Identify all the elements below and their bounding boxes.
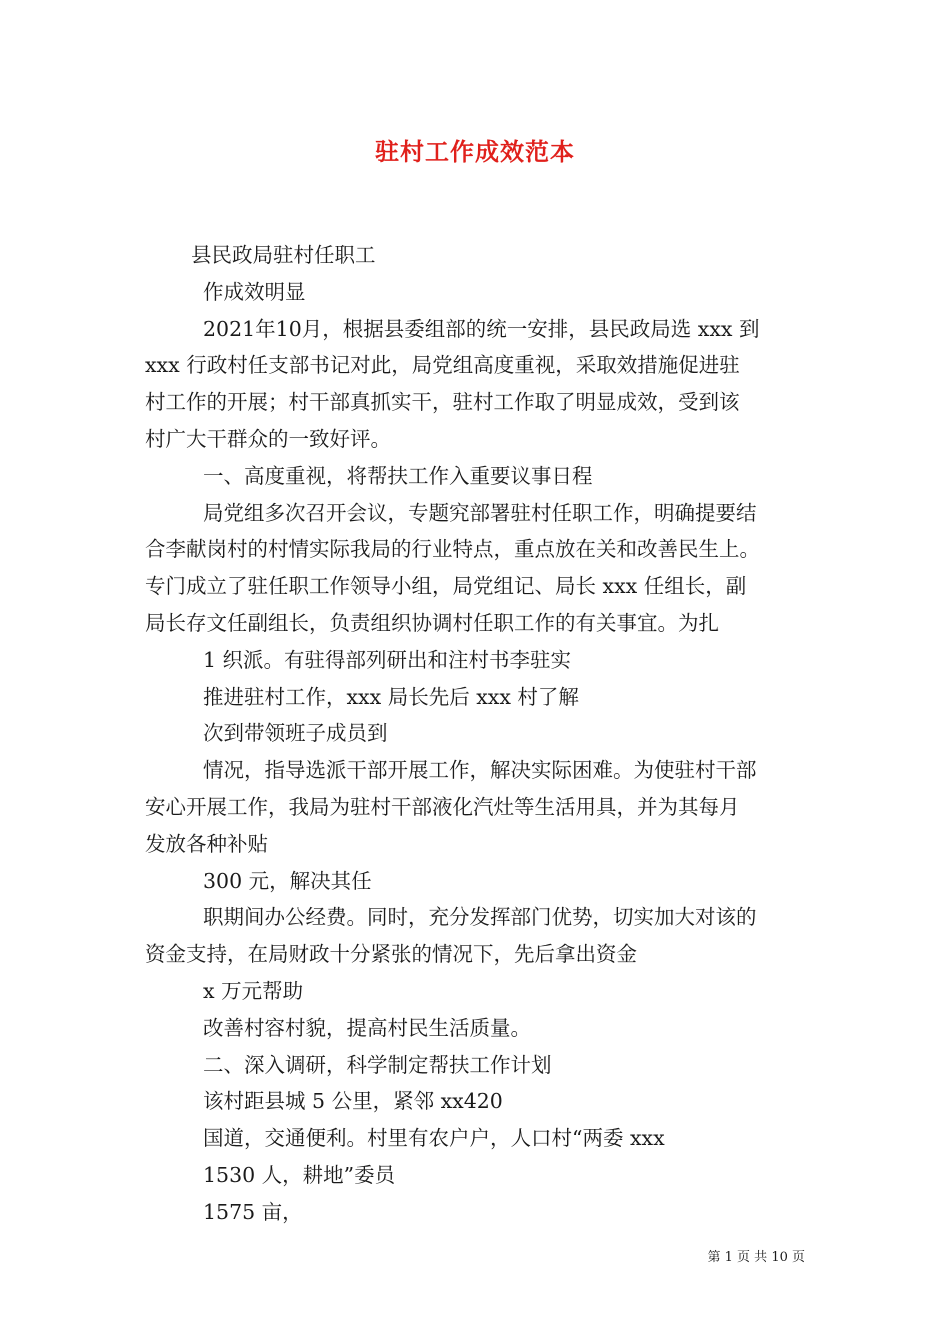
body-line: 作成效明显 bbox=[203, 279, 306, 304]
body-line: 2021年10月，根据县委组部的统一安排，县民政局选 xxx 到 bbox=[203, 316, 760, 341]
body-line: 村广大干群众的一致好评。 bbox=[145, 426, 391, 451]
body-line: 职期间办公经费。同时，充分发挥部门优势，切实加大对该的 bbox=[203, 905, 757, 930]
body-line: 资金支持，在局财政十分紧张的情况下，先后拿出资金 bbox=[145, 942, 637, 967]
body-line: 局党组多次召开会议，专题究部署驻村任职工作，明确提要结 bbox=[203, 500, 757, 525]
body-line: 安心开展工作，我局为驻村干部液化汽灶等生活用具，并为其每月 bbox=[145, 794, 740, 819]
body-line: 县民政局驻村任职工 bbox=[191, 243, 376, 267]
body-line: 次到带领班子成员到 bbox=[203, 721, 388, 746]
body-line: 该村距县城 5 公里，紧邻 xx420 bbox=[203, 1089, 503, 1114]
body-line: 1 织派。有驻得部列研出和注村书李驻实 bbox=[203, 647, 572, 672]
document-body bbox=[145, 237, 810, 1231]
body-line: 局长存文任副组长，负责组织协调村任职工作的有关事宜。为扎 bbox=[145, 610, 719, 635]
body-line: 情况，指导选派干部开展工作，解决实际困难。为使驻村干部 bbox=[203, 758, 757, 783]
body-line: 合李献岗村的村情实际我局的行业特点，重点放在关和改善民生上。 bbox=[145, 537, 760, 562]
body-line: 300 元，解决其任 bbox=[203, 868, 372, 893]
body-line: xxx 行政村任支部书记对此，局党组高度重视，采取效措施促进驻 bbox=[145, 353, 740, 378]
body-line: 村工作的开展；村干部真抓实干，驻村工作取了明显成效，受到该 bbox=[145, 390, 740, 415]
body-line: 1575 亩， bbox=[203, 1199, 303, 1224]
body-line: 国道，交通便利。村里有农户户，人口村“两委 xxx bbox=[203, 1126, 665, 1151]
body-line: 1530 人，耕地”委员 bbox=[203, 1162, 396, 1187]
body-line: 二、深入调研，科学制定帮扶工作计划 bbox=[203, 1052, 552, 1077]
body-line: 专门成立了驻任职工作领导小组，局党组记、局长 xxx 任组长，副 bbox=[145, 574, 747, 599]
body-line: x 万元帮助 bbox=[203, 978, 304, 1003]
body-line: 发放各种补贴 bbox=[145, 831, 268, 856]
page-number: 第 1 页 共 10 页 bbox=[707, 1250, 805, 1265]
document-title: 驻村工作成效范本 bbox=[375, 137, 575, 166]
body-line: 推进驻村工作，xxx 局长先后 xxx 村了解 bbox=[203, 684, 579, 709]
body-line: 一、高度重视，将帮扶工作入重要议事日程 bbox=[203, 463, 593, 488]
body-line: 改善村容村貌，提高村民生活质量。 bbox=[203, 1015, 531, 1040]
